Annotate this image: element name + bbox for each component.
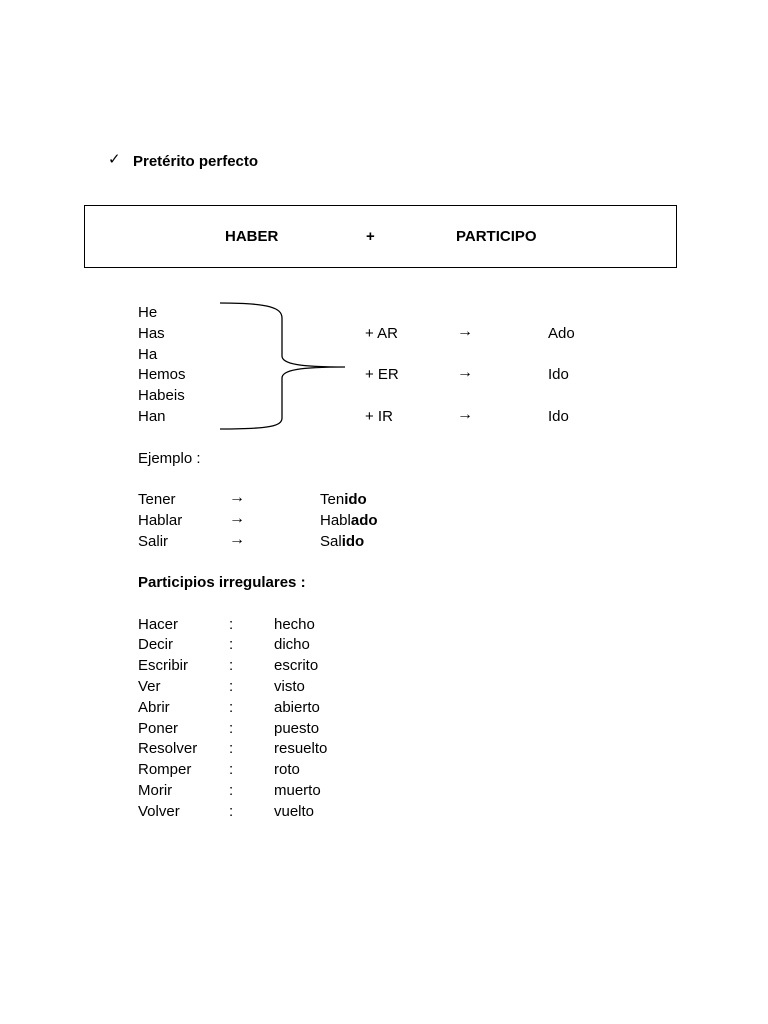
example-infinitive: Tener xyxy=(138,491,176,508)
participle-ending: Ado xyxy=(548,325,575,342)
formula-left: HABER xyxy=(225,228,279,245)
separator: : xyxy=(229,616,234,633)
irregular-verb: Abrir xyxy=(138,699,170,716)
separator: : xyxy=(229,678,234,695)
formula-right: PARTICIPO xyxy=(456,228,537,245)
pronoun-item: Habeis xyxy=(138,387,185,404)
separator: : xyxy=(229,761,234,778)
pronoun-item: Han xyxy=(138,408,166,425)
verb-type: + AR xyxy=(365,325,398,342)
irregular-participle: roto xyxy=(274,761,300,778)
separator: : xyxy=(229,657,234,674)
irregular-participle: escrito xyxy=(274,657,319,674)
example-participle: Tenido xyxy=(320,491,367,508)
arrow-right-icon: → xyxy=(229,510,245,527)
verb-type: + ER xyxy=(365,366,399,383)
pronoun-item: Hemos xyxy=(138,366,186,383)
separator: : xyxy=(229,782,234,799)
irregular-verb: Romper xyxy=(138,761,192,778)
arrow-right-icon: → xyxy=(457,364,473,381)
formula-operator: + xyxy=(366,228,375,245)
arrow-right-icon: → xyxy=(457,406,473,423)
irregular-verb: Escribir xyxy=(138,657,189,674)
example-participle: Salido xyxy=(320,533,365,550)
arrow-right-icon: → xyxy=(229,489,245,506)
irregular-verb: Morir xyxy=(138,782,173,799)
separator: : xyxy=(229,740,234,757)
pronoun-item: Has xyxy=(138,325,165,342)
example-label: Ejemplo : xyxy=(138,450,201,467)
section-heading: Pretérito perfecto xyxy=(133,153,259,170)
irregular-participle: abierto xyxy=(274,699,320,716)
irregular-participle: resuelto xyxy=(274,740,328,757)
arrow-right-icon: → xyxy=(229,531,245,548)
example-infinitive: Salir xyxy=(138,533,169,550)
participle-ending: Ido xyxy=(548,408,569,425)
separator: : xyxy=(229,803,234,820)
checkmark-icon: ✓ xyxy=(108,151,121,168)
irregular-participle: hecho xyxy=(274,616,315,633)
participle-ending: Ido xyxy=(548,366,569,383)
irregular-participle: visto xyxy=(274,678,305,695)
irregular-verb: Volver xyxy=(138,803,180,820)
pronoun-item: He xyxy=(138,304,158,321)
irregular-verb: Hacer xyxy=(138,616,179,633)
arrow-right-icon: → xyxy=(457,323,473,340)
irregular-verb: Ver xyxy=(138,678,161,695)
separator: : xyxy=(229,720,234,737)
irregular-participle: muerto xyxy=(274,782,321,799)
example-infinitive: Hablar xyxy=(138,512,183,529)
irregular-verb: Poner xyxy=(138,720,179,737)
separator: : xyxy=(229,699,234,716)
irregular-participle: dicho xyxy=(274,636,310,653)
pronoun-item: Ha xyxy=(138,346,158,363)
irregular-title: Participios irregulares : xyxy=(138,574,306,591)
separator: : xyxy=(229,636,234,653)
irregular-verb: Resolver xyxy=(138,740,198,757)
verb-type: + IR xyxy=(365,408,393,425)
irregular-verb: Decir xyxy=(138,636,174,653)
irregular-participle: puesto xyxy=(274,720,320,737)
example-participle: Hablado xyxy=(320,512,378,529)
irregular-participle: vuelto xyxy=(274,803,315,820)
